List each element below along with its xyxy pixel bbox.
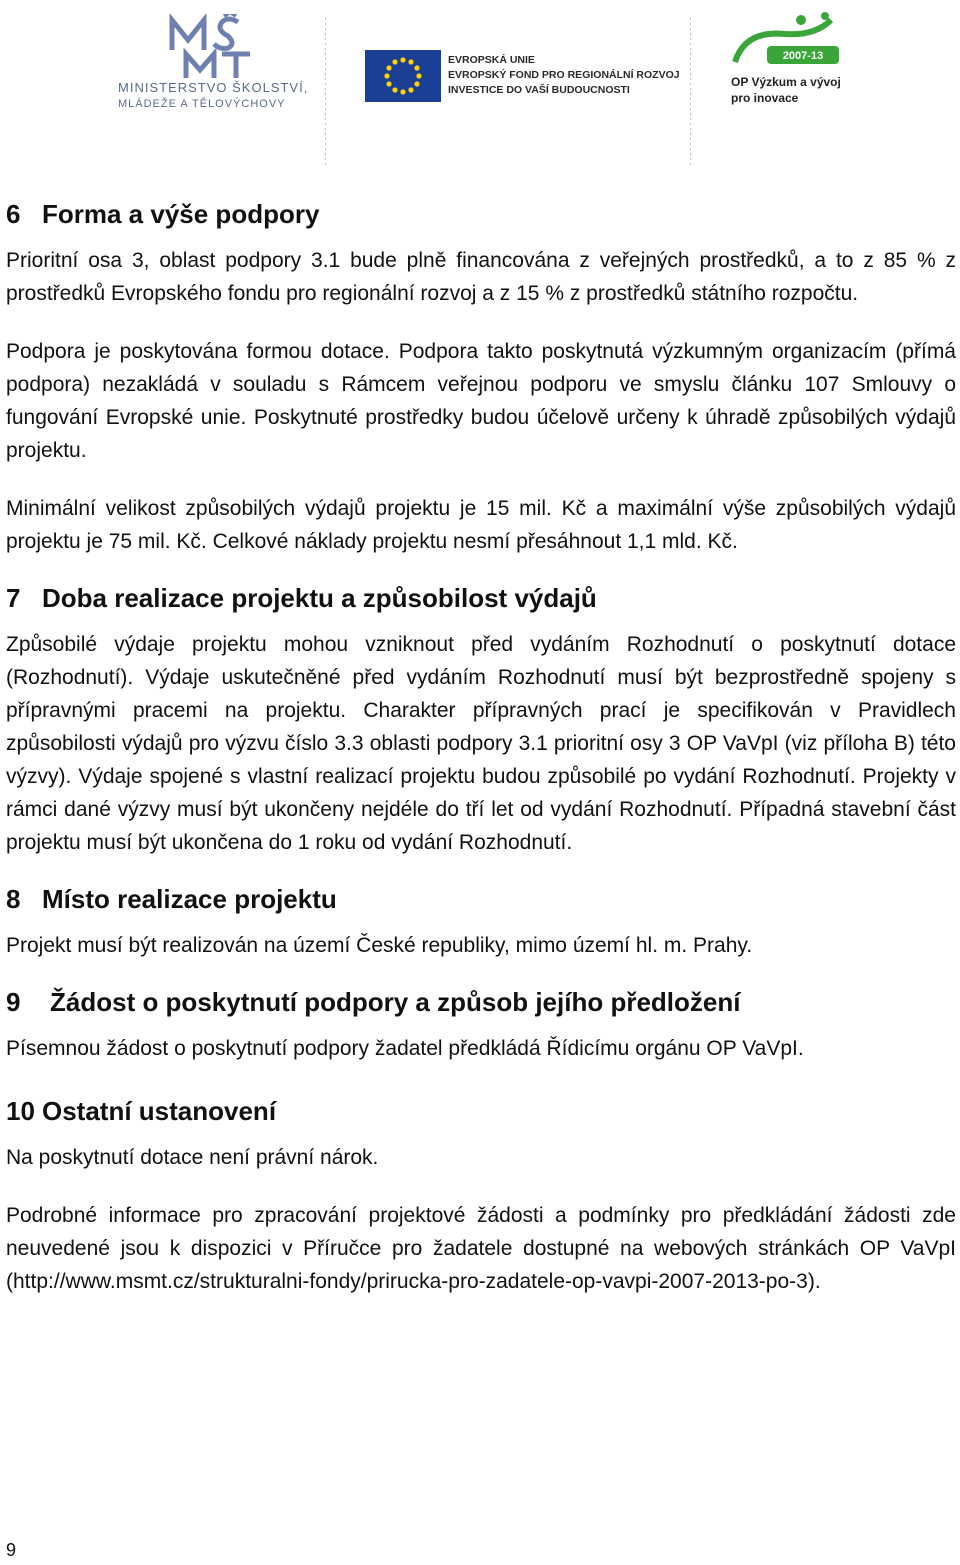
section-number: 10 — [6, 1096, 35, 1126]
paragraph: Podrobné informace pro zpracování projektové žádosti a podmínky pro předkládání žádosti zde neuvedené jsou k dispozici v Příručce pro žadatele dostupné na webových stránkách OP VaVpI (http://www.msmt.cz/strukturalni-fondy/prirucka-pro-zadatele-op-vavpi-2007-2013-po-3). — [6, 1204, 956, 1293]
paragraph: Písemnou žádost o poskytnutí podpory žadatel předkládá Řídicímu orgánu OP VaVpI. — [6, 1037, 804, 1060]
paragraph: Podpora je poskytována formou dotace. Podpora takto poskytnutá výzkumným organizacím (přímá podpora) nezakládá v souladu s Rámcem veřejnou podporu ve smyslu článku 107 Smlouvy o fungování Evropské unie. Poskytnuté prostředky budou účelově určeny k úhradě způsobilých výdajů projektu. — [6, 340, 956, 462]
section-title: Doba realizace projektu a způsobilost výdajů — [42, 583, 597, 613]
eu-logo-line3: INVESTICE DO VAŠÍ BUDOUCNOSTI — [448, 84, 630, 96]
eu-logo-line2: EVROPSKÝ FOND PRO REGIONÁLNÍ ROZVOJ — [448, 69, 680, 81]
eu-logo — [365, 50, 680, 110]
paragraph: Minimální velikost způsobilých výdajů projektu je 15 mil. Kč a maximální výše způsobilých výdajů projektu je 75 mil. Kč. Celkové náklady projektu nesmí přesáhnout 1,1 mld. Kč. — [6, 497, 956, 553]
section-title: Forma a výše podpory — [42, 199, 320, 229]
paragraph: Na poskytnutí dotace není právní nárok. — [6, 1146, 379, 1169]
section-title: Ostatní ustanovení — [42, 1096, 277, 1126]
eu-logo-line1: EVROPSKÁ UNIE — [448, 54, 535, 66]
document-header — [0, 0, 960, 170]
eu-flag-icon — [365, 50, 441, 102]
paragraph: Způsobilé výdaje projektu mohou vzniknout před vydáním Rozhodnutí o poskytnutí dotace (Rozhodnutí). Výdaje uskutečněné před vydáním Rozhodnutí musí být bezprostředně spojeny s přípravnými pracemi na projektu. Charakter přípravných prací je specifikován v Pravidlech způsobilosti výdajů pro výzvu číslo 3.3 oblasti podpory 3.1 prioritní osy 3 OP VaVpI (viz příloha B) této výzvy). Výdaje spojené s vlastní realizací projektu budou způsobilé po vydání Rozhodnutí. Projekty v rámci dané výzvy musí být ukončeny nejdéle do tří let od vydání Rozhodnutí. Případná stavební část projektu musí být ukončena do 1 roku od vydání Rozhodnutí. — [6, 633, 956, 854]
msmt-monogram-icon — [166, 14, 256, 80]
section-heading — [6, 1093, 956, 1129]
paragraph: Projekt musí být realizován na území České republiky, mimo území hl. m. Prahy. — [6, 934, 753, 957]
section-title: Místo realizace projektu — [42, 884, 337, 914]
paragraph: Prioritní osa 3, oblast podpory 3.1 bude plně financována z veřejných prostředků, a to z 85 % z prostředků Evropského fondu pro regionální rozvoj a z 15 % z prostředků státního rozpočtu. — [6, 249, 956, 305]
section-number: 9 — [6, 987, 21, 1017]
section-heading — [6, 196, 956, 232]
section-title: Žádost o poskytnutí podpory a způsob jejího předložení — [50, 987, 741, 1017]
page-number: 9 — [6, 1540, 17, 1560]
op-vavpi-logo — [727, 12, 857, 112]
op-logo-line2: pro inovace — [731, 91, 799, 105]
op-logo-badge: 2007-13 — [782, 50, 824, 62]
section-number: 7 — [6, 583, 21, 613]
op-vavpi-swoosh-icon — [727, 12, 857, 74]
section-heading — [6, 984, 956, 1020]
section-number: 6 — [6, 199, 21, 229]
msmt-logo-line2: MLÁDEŽE A TĚLOVÝCHOVY — [118, 98, 286, 110]
header-divider — [325, 18, 326, 168]
section-number: 8 — [6, 884, 21, 914]
msmt-logo-line1: MINISTERSTVO ŠKOLSTVÍ, — [118, 80, 309, 95]
msmt-logo — [118, 14, 309, 110]
section-heading — [6, 580, 956, 616]
header-divider — [690, 18, 691, 168]
document-body — [6, 196, 956, 1298]
section-heading — [6, 881, 956, 917]
op-logo-line1: OP Výzkum a vývoj — [731, 75, 841, 89]
